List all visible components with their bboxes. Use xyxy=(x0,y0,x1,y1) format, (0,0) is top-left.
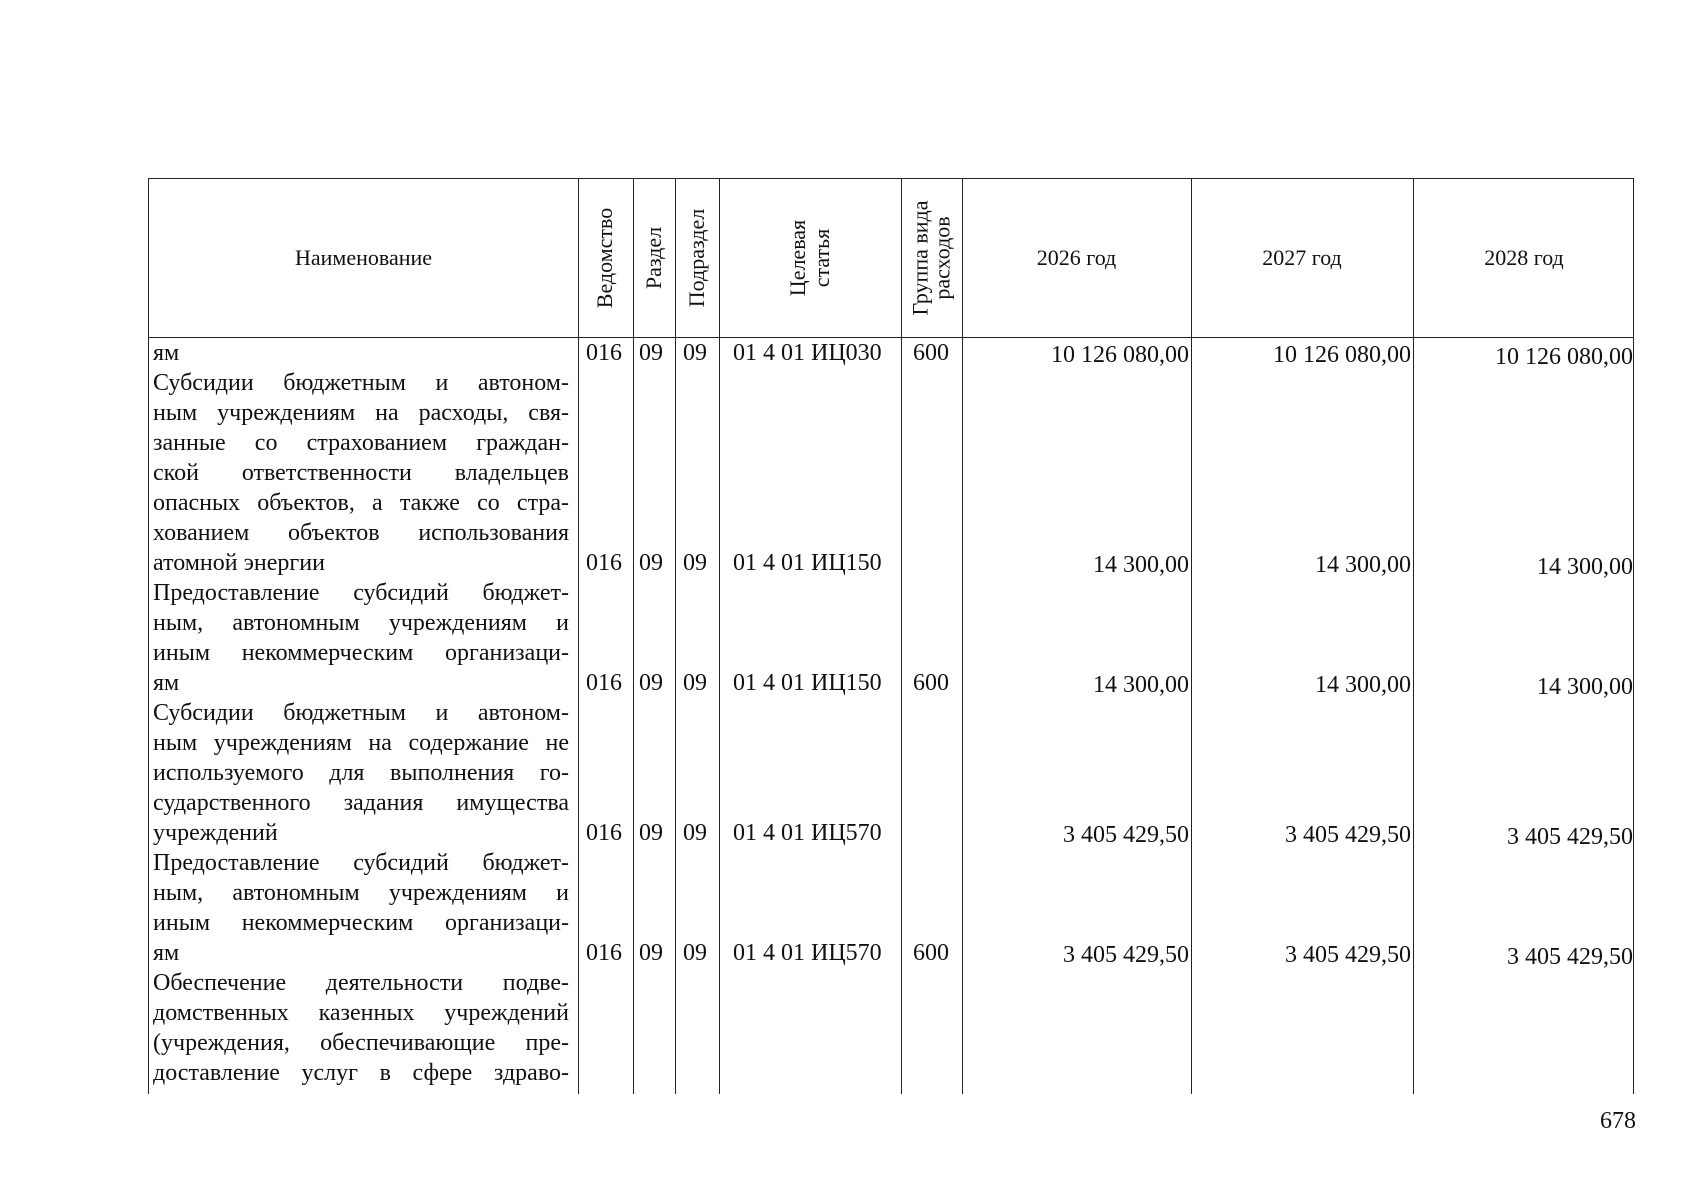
header-2026-label: 2026 год xyxy=(1036,245,1117,270)
cell-2026: 14 300,00 xyxy=(1093,672,1189,698)
cell-gruppa: 600 xyxy=(913,340,949,366)
name-line: домственных казенных учреждений xyxy=(153,1000,569,1026)
name-line: ным, автономным учреждениям и xyxy=(153,880,569,906)
header-gruppa-line2: расходов xyxy=(929,216,955,300)
name-line: ям xyxy=(153,340,180,366)
cell-razdel: 09 xyxy=(639,340,663,366)
header-2027-label: 2027 год xyxy=(1262,245,1342,270)
cell-2027: 3 405 429,50 xyxy=(1285,822,1411,848)
header-celevaya xyxy=(719,179,901,337)
name-line: доставление услуг в сфере здраво- xyxy=(153,1060,569,1086)
header-podrazdel-label: Подраздел xyxy=(684,208,710,308)
name-line: используемого для выполнения го- xyxy=(153,760,569,786)
cell-2028: 14 300,00 xyxy=(1537,674,1633,700)
cell-celevaya: 01 4 01 ИЦ570 xyxy=(733,820,882,846)
cell-gruppa: 600 xyxy=(913,940,949,966)
cell-celevaya: 01 4 01 ИЦ030 xyxy=(733,340,882,366)
cell-celevaya: 01 4 01 ИЦ150 xyxy=(733,550,882,576)
header-name-label: Наименование xyxy=(294,245,433,270)
header-vedomstvo xyxy=(578,179,633,337)
name-line: ным учреждениям на содержание не xyxy=(153,730,569,756)
name-line: Предоставление субсидий бюджет- xyxy=(153,850,569,876)
budget-table xyxy=(148,178,1634,1094)
cell-2027: 10 126 080,00 xyxy=(1273,342,1411,368)
name-line: иным некоммерческим организаци- xyxy=(153,640,569,666)
name-line: Субсидии бюджетным и автоном- xyxy=(153,370,569,396)
name-line: хованием объектов использования xyxy=(153,520,569,546)
header-2027 xyxy=(1191,179,1413,337)
header-podrazdel xyxy=(675,179,719,337)
cell-2027: 14 300,00 xyxy=(1315,672,1411,698)
header-name xyxy=(149,179,578,337)
name-line: ным учреждениям на расходы, свя- xyxy=(153,400,569,426)
cell-podrazdel: 09 xyxy=(683,940,707,966)
name-line: учреждений xyxy=(153,820,278,846)
cell-2028: 3 405 429,50 xyxy=(1507,944,1633,970)
name-line: ным, автономным учреждениям и xyxy=(153,610,569,636)
header-gruppa xyxy=(901,179,962,337)
header-celevaya-line1: Целевая xyxy=(784,219,810,297)
cell-celevaya: 01 4 01 ИЦ570 xyxy=(733,940,882,966)
cell-2027: 3 405 429,50 xyxy=(1285,942,1411,968)
cell-vedomstvo: 016 xyxy=(586,340,622,366)
header-gruppa-line1: Группа вида xyxy=(907,200,933,316)
cell-podrazdel: 09 xyxy=(683,340,707,366)
name-line: опасных объектов, а также со стра- xyxy=(153,490,569,516)
cell-podrazdel: 09 xyxy=(683,550,707,576)
name-line: иным некоммерческим организаци- xyxy=(153,910,569,936)
name-line: ям xyxy=(153,940,180,966)
cell-2028: 10 126 080,00 xyxy=(1495,344,1633,370)
cell-celevaya: 01 4 01 ИЦ150 xyxy=(733,670,882,696)
name-line: ской ответственности владельцев xyxy=(153,460,569,486)
name-line: (учреждения, обеспечивающие пре- xyxy=(153,1030,569,1056)
header-razdel-label: Раздел xyxy=(641,226,667,290)
cell-2026: 3 405 429,50 xyxy=(1063,942,1189,968)
name-line: занные со страхованием граждан- xyxy=(153,430,569,456)
header-2028-label: 2028 год xyxy=(1484,245,1564,270)
cell-razdel: 09 xyxy=(639,550,663,576)
header-razdel xyxy=(633,179,675,337)
cell-gruppa: 600 xyxy=(913,670,949,696)
cell-2026: 14 300,00 xyxy=(1093,552,1189,578)
header-2026 xyxy=(962,179,1191,337)
name-line: Обеспечение деятельности подве- xyxy=(153,970,569,996)
cell-2026: 3 405 429,50 xyxy=(1063,822,1189,848)
cell-razdel: 09 xyxy=(639,820,663,846)
cell-2028: 3 405 429,50 xyxy=(1507,824,1633,850)
page-number: 678 xyxy=(1600,1108,1636,1134)
name-line: Предоставление субсидий бюджет- xyxy=(153,580,569,606)
cell-razdel: 09 xyxy=(639,940,663,966)
name-line: сударственного задания имущества xyxy=(153,790,569,816)
header-2028 xyxy=(1413,179,1635,337)
header-celevaya-line2: статья xyxy=(808,228,834,288)
cell-vedomstvo: 016 xyxy=(586,670,622,696)
name-line: ям xyxy=(153,670,180,696)
cell-2028: 14 300,00 xyxy=(1537,554,1633,580)
cell-vedomstvo: 016 xyxy=(586,940,622,966)
cell-2027: 14 300,00 xyxy=(1315,552,1411,578)
cell-vedomstvo: 016 xyxy=(586,550,622,576)
name-line: атомной энергии xyxy=(153,550,325,576)
cell-podrazdel: 09 xyxy=(683,670,707,696)
cell-vedomstvo: 016 xyxy=(586,820,622,846)
cell-podrazdel: 09 xyxy=(683,820,707,846)
header-vedomstvo-label: Ведомство xyxy=(592,207,618,309)
header-gruppa-label xyxy=(907,200,955,316)
name-line: Субсидии бюджетным и автоном- xyxy=(153,700,569,726)
cell-2026: 10 126 080,00 xyxy=(1051,342,1189,368)
cell-razdel: 09 xyxy=(639,670,663,696)
header-celevaya-label xyxy=(786,220,834,296)
